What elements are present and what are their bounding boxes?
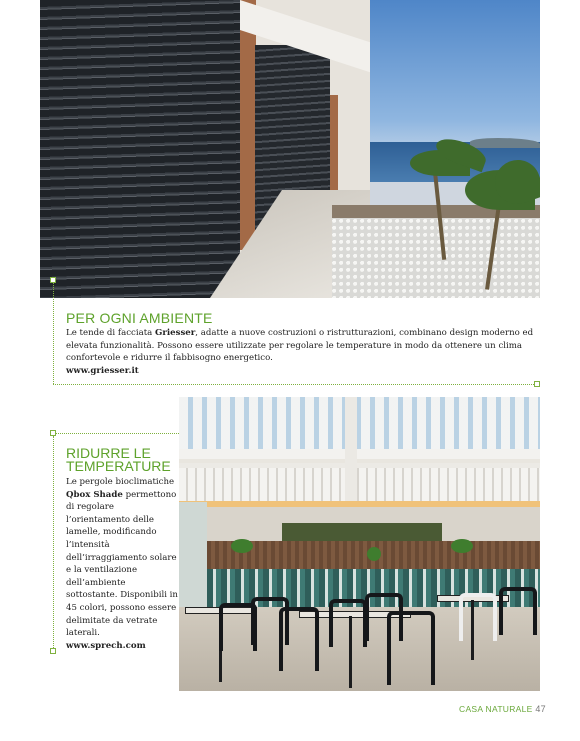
page-number: 47: [535, 704, 546, 714]
page-footer: [459, 704, 546, 714]
corner-marker: [534, 381, 540, 387]
section-body-qbox: Le pergole bioclimatiche Qbox Shade permettono di regolare l’orientamento delle lamelle, modificando l’intensità dell’irraggiamento solare e la ventilazione dell’ambiente sottostante. Disponibili in 45 colori, possono essere delimitate da vetrate laterali. www.sprech.com: [66, 477, 178, 651]
dotted-rule: [53, 283, 54, 384]
dotted-rule: [53, 384, 536, 385]
dotted-rule: [53, 433, 179, 434]
website-link-sprech[interactable]: www.sprech.com: [66, 640, 146, 651]
brand-name: Qbox Shade: [66, 489, 123, 500]
section-heading-ridurre-le-temperature: RIDURRE LE TEMPERATURE: [66, 445, 171, 474]
section-heading-per-ogni-ambiente: PER OGNI AMBIENTE: [66, 310, 213, 326]
website-link-griesser[interactable]: www.griesser.it: [66, 365, 139, 376]
corner-marker: [50, 648, 56, 654]
pergola-restaurant-photo: [179, 397, 540, 691]
brand-name: Griesser: [155, 328, 196, 338]
section-body-griesser: Le tende di facciata Griesser, adatte a nuove costruzioni o ristrutturazioni, combinano design moderno ed elevata funzionalità. Possono essere utilizzate per regolare le temperature in modo da ottenere un clima confortevole e ridurre il fabbisogno energetico. www.griesser.it: [66, 328, 534, 376]
magazine-name: CASA NATURALE: [459, 704, 533, 714]
dotted-rule: [53, 436, 54, 648]
facade-blinds-photo: [40, 0, 540, 298]
